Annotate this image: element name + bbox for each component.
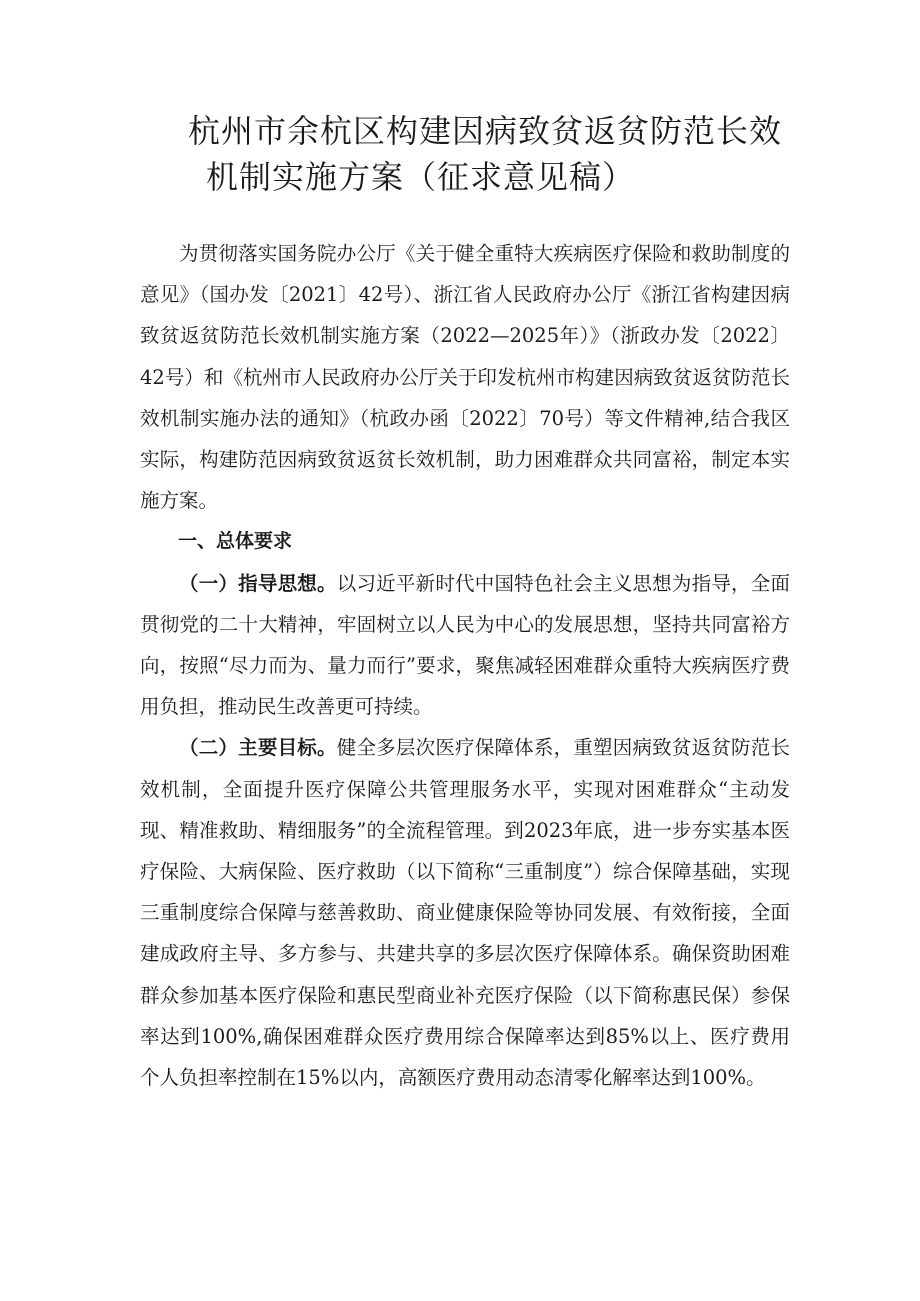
section-heading-general-requirements: 一、总体要求 xyxy=(178,530,293,553)
main-goals-text: 健全多层次医疗保障体系，重塑因病致贫返贫防范长效机制，全面提升医疗保障公共管理服务水平，实现对困难群众“主动发现、精准救助、精细服务”的全流程管理。到2023年底，进一步夯实基本医疗保险、大病保险、医疗救助（以下简称“三重制度”）综合保障基础，实现三重制度综合保障与慈善救助、商业健康保险等协同发展、有效衔接，全面建成政府主导、多方参与、共建共享的多层次医疗保障体系。确保资助困难群众参加基本医疗保险和惠民型商业补充医疗保险（以下简称惠民保）参保率达到100%,确保困难群众医疗费用综合保障率达到85%以上、医疗费用个人负担率控制在15%以内，高额医疗费用动态清零化解率达到100%。 xyxy=(140,736,790,1090)
main-goals-heading: （二）主要目标。 xyxy=(179,736,337,760)
intro-paragraph: 为贯彻落实国务院办公厅《关于健全重特大疾病医疗保险和救助制度的意见》（国办发〔2021〕42号）、浙江省人民政府办公厅《浙江省构建因病致贫返贫防范长效机制实施方案（2022—2025年）》（浙政办发〔2022〕42号）和《杭州市人民政府办公厅关于印发杭州市构建因病致贫返贫防范长效机制实施办法的通知》（杭政办函〔2022〕70号）等文件精神,结合我区实际，构建防范因病致贫返贫长效机制，助力困难群众共同富裕，制定本实施方案。 xyxy=(140,242,790,513)
document-title xyxy=(140,108,820,200)
guiding-ideology-text: 以习近平新时代中国特色社会主义思想为指导，全面贯彻党的二十大精神，牢固树立以人民为中心的发展思想，坚持共同富裕方向，按照“尽力而为、量力而行”要求，聚焦减轻困难群众重特大疾病医疗费用负担，推动民生改善更可持续。 xyxy=(140,571,790,719)
guiding-ideology-paragraph xyxy=(140,563,790,728)
main-goals-paragraph xyxy=(140,727,790,1098)
guiding-ideology-heading: （一）指导思想。 xyxy=(179,571,337,595)
title-line-1: 杭州市余杭区构建因病致贫返贫防范长效 xyxy=(188,112,783,150)
document-body xyxy=(140,233,790,1098)
title-line-2: 机制实施方案（征求意见稿） xyxy=(206,158,636,196)
